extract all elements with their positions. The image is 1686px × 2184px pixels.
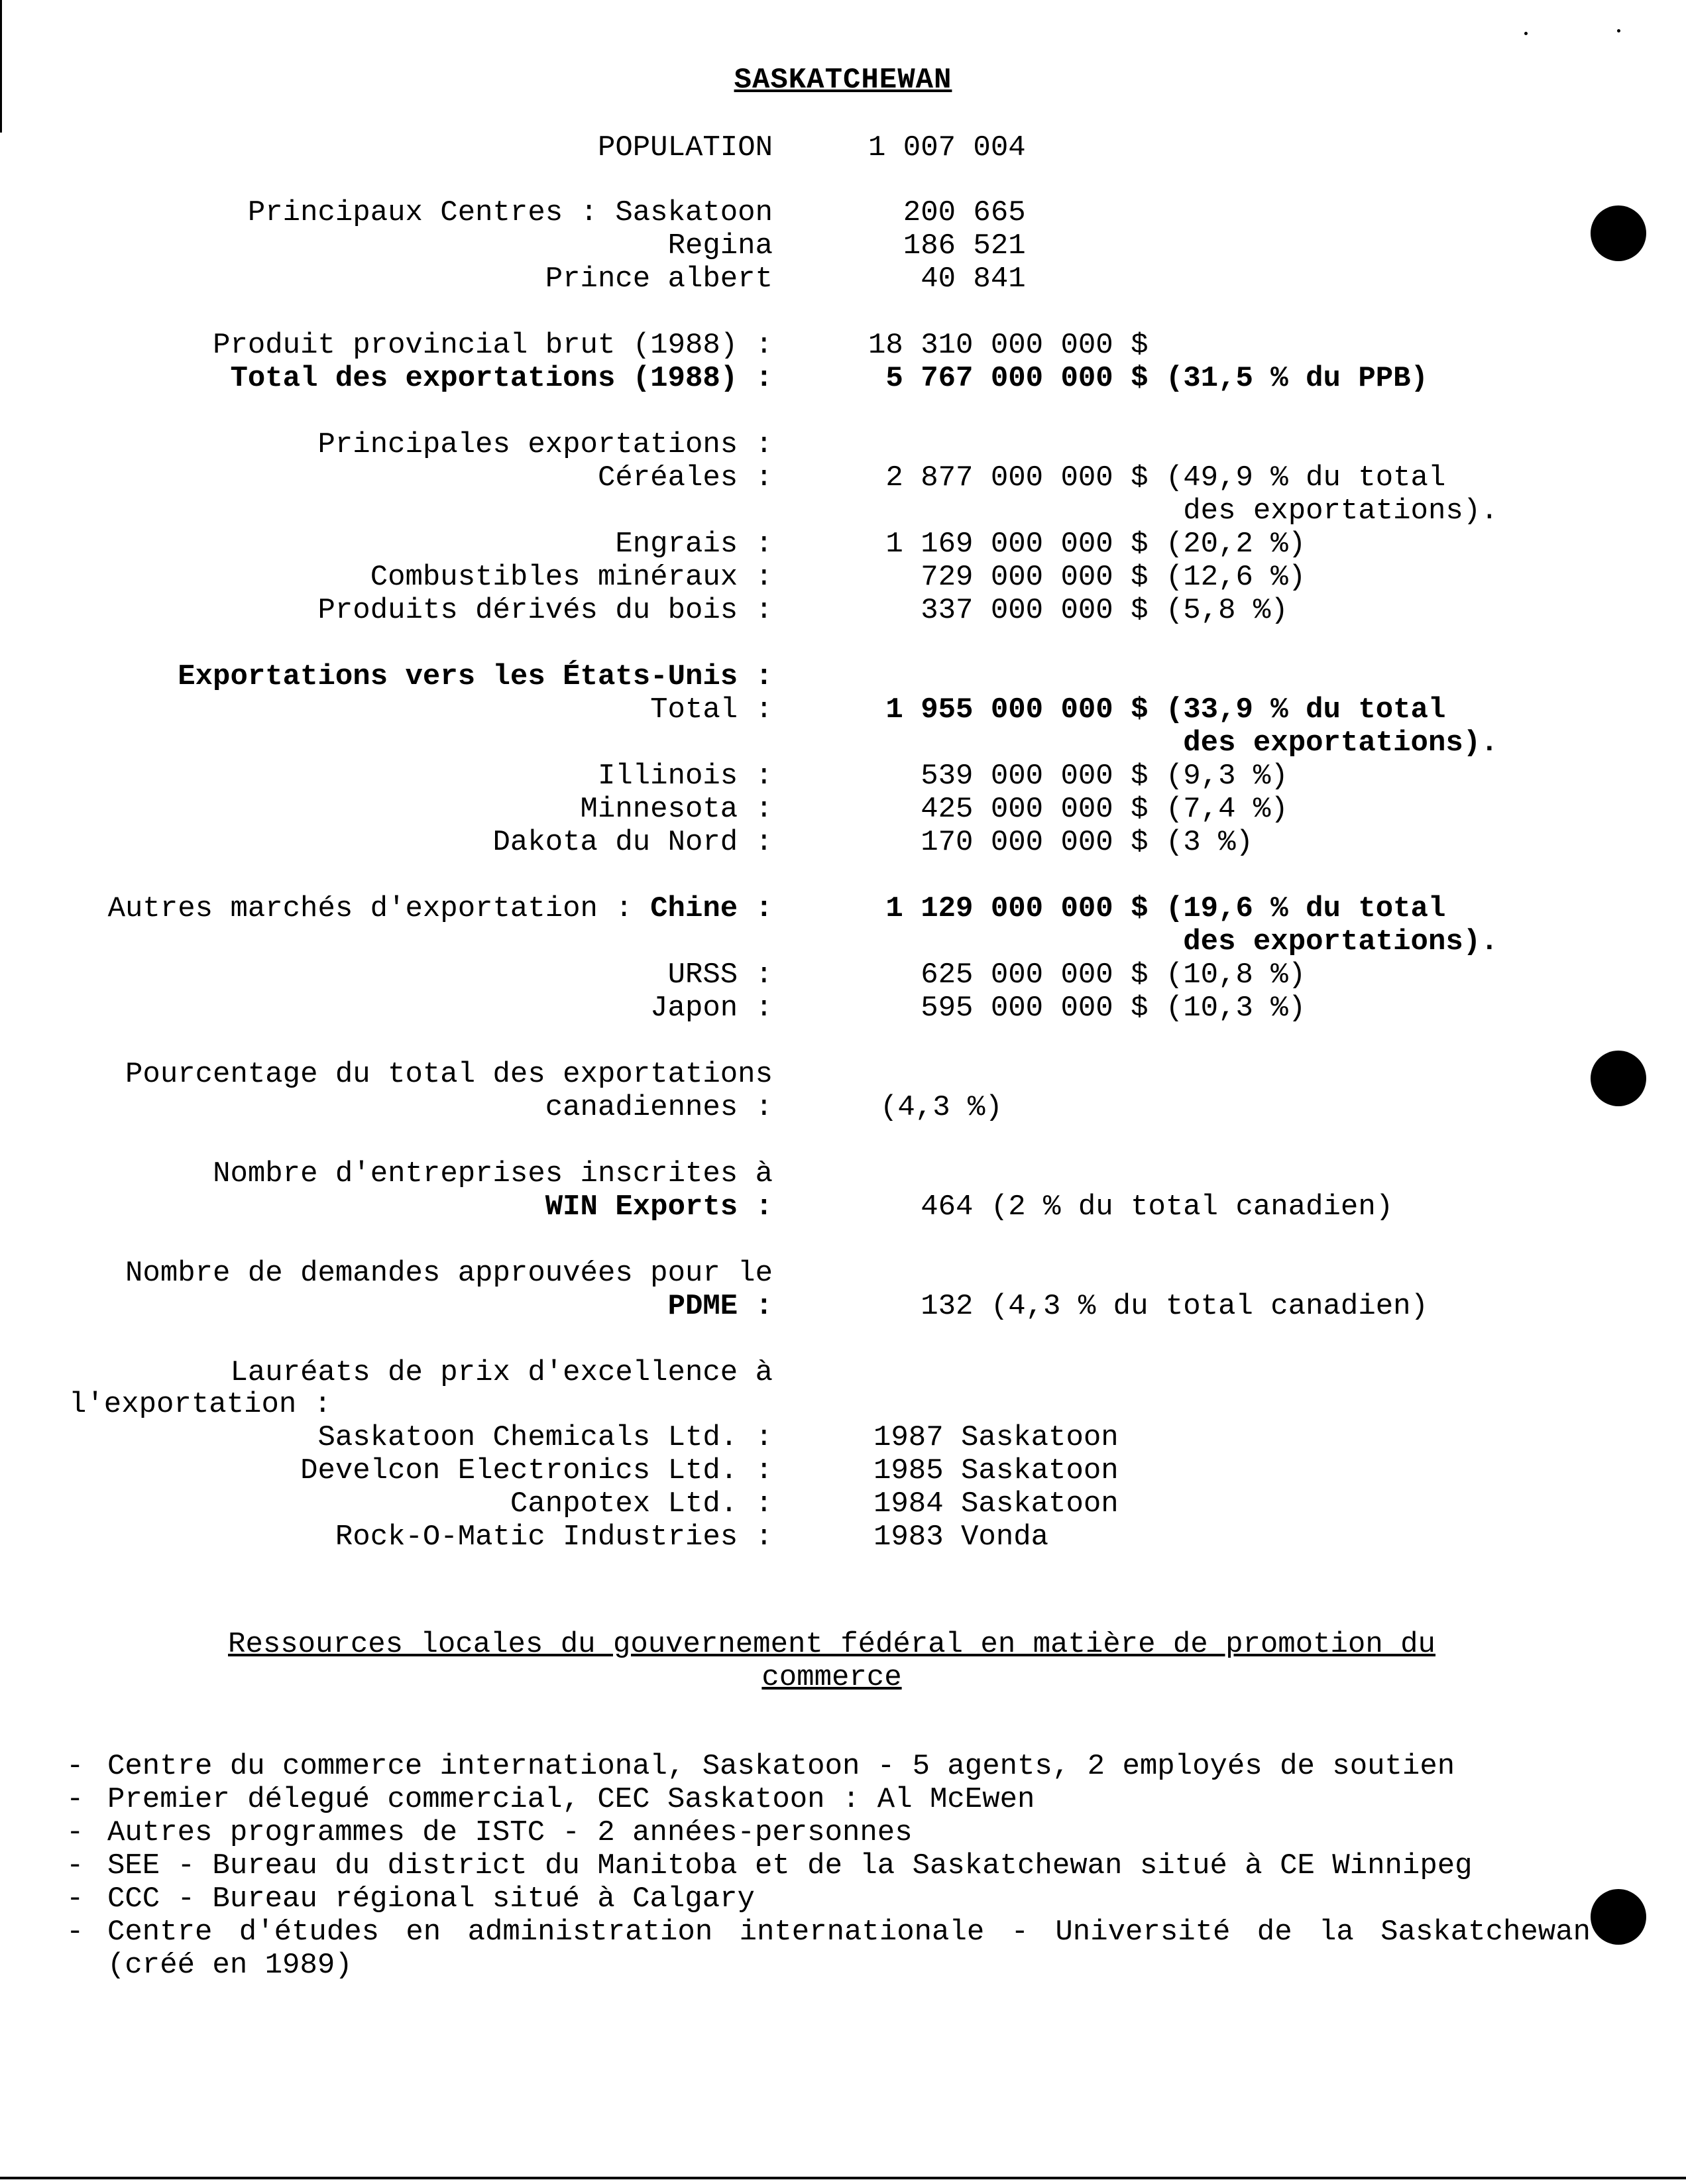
china-label: Chine : [650, 892, 773, 925]
resources-list [66, 1750, 1591, 1982]
pdme-label-line1: Nombre de demandes approuvées pour le [125, 1257, 773, 1290]
pct-canadian-value: (4,3 %) [880, 1091, 1003, 1124]
punch-hole-middle [1591, 1051, 1646, 1106]
list-item: - Premier délegué commercial, CEC Saskatoon : Al McEwen [66, 1783, 1591, 1816]
award-year-city: 1983 Vonda [873, 1521, 1049, 1554]
centre-regina-value: 186 521 [868, 229, 1026, 262]
award-year-city: 1987 Saskatoon [873, 1421, 1119, 1454]
award-year-city: 1985 Saskatoon [873, 1454, 1119, 1487]
centre-prince-albert-label: Prince albert [545, 262, 773, 296]
scan-speck [1617, 29, 1620, 32]
total-exports-value: 5 767 000 000 $ (31,5 % du PPB) [868, 362, 1428, 395]
award-year-city: 1984 Saskatoon [873, 1487, 1119, 1521]
win-exports-label: WIN Exports : [545, 1190, 773, 1224]
north-dakota-value: 170 000 000 $ (3 %) [868, 826, 1253, 859]
punch-hole-bottom [1591, 1889, 1646, 1945]
population-value: 1 007 004 [868, 131, 1026, 164]
illinois-label: Illinois : [597, 760, 773, 793]
minnesota-label: Minnesota : [580, 793, 773, 826]
award-company: Develcon Electronics Ltd. : [300, 1454, 773, 1487]
win-exports-label-line1: Nombre d'entreprises inscrites à [213, 1157, 773, 1190]
list-item: - Autres programmes de ISTC - 2 années-personnes [66, 1816, 1591, 1849]
punch-hole-top [1591, 205, 1646, 261]
scan-speck [1524, 32, 1528, 35]
cereals-value: 2 877 000 000 $ (49,9 % du total des exportations). [885, 461, 1498, 528]
north-dakota-label: Dakota du Nord : [492, 826, 773, 859]
pdme-value: 132 (4,3 % du total canadien) [868, 1290, 1428, 1323]
award-company: Rock-O-Matic Industries : [335, 1521, 773, 1554]
japan-value: 595 000 000 $ (10,3 %) [868, 992, 1306, 1025]
list-item: - SEE - Bureau du district du Manitoba et de la Saskatchewan situé à CE Winnipeg [66, 1849, 1591, 1882]
centre-regina-label: Regina [667, 229, 773, 262]
total-exports-label: Total des exportations (1988) : [230, 362, 773, 395]
awards-heading-line1: Lauréats de prix d'excellence à [230, 1356, 773, 1389]
resources-section-title: Ressources locales du gouvernement fédéral en matière de promotion du commerce [228, 1628, 1435, 1694]
ppb-label: Produit provincial brut (1988) : [213, 329, 773, 362]
award-company: Canpotex Ltd. : [510, 1487, 773, 1521]
pct-canadian-label: canadiennes : [545, 1091, 773, 1124]
mineral-fuels-value: 729 000 000 $ (12,6 %) [868, 561, 1306, 594]
centre-prince-albert-value: 40 841 [868, 262, 1026, 296]
ussr-label: URSS : [667, 958, 773, 992]
awards-heading-line2: l'exportation : [69, 1388, 332, 1421]
centre-saskatoon-value: 200 665 [868, 196, 1026, 229]
illinois-value: 539 000 000 $ (9,3 %) [868, 760, 1288, 793]
us-total-value: 1 955 000 000 $ (33,9 % du total des exportations). [885, 693, 1498, 760]
award-company: Saskatoon Chemicals Ltd. : [317, 1421, 773, 1454]
page-title: SASKATCHEWAN [734, 64, 952, 97]
us-exports-label: Exportations vers les États-Unis : [178, 660, 773, 693]
china-value: 1 129 000 000 $ (19,6 % du total des exportations). [885, 892, 1498, 958]
mineral-fuels-label: Combustibles minéraux : [370, 561, 773, 594]
list-item: - CCC - Bureau régional situé à Calgary [66, 1882, 1591, 1916]
ussr-value: 625 000 000 $ (10,8 %) [868, 958, 1306, 992]
list-item: - Centre d'études en administration internationale - Université de la Saskatchewan (créé en 1989) [66, 1916, 1591, 1982]
principal-exports-label: Principales exportations : [317, 428, 773, 461]
win-exports-value: 464 (2 % du total canadien) [868, 1190, 1394, 1224]
centre-saskatoon-label: Principaux Centres : Saskatoon [247, 196, 773, 229]
wood-products-value: 337 000 000 $ (5,8 %) [868, 594, 1288, 627]
population-label: POPULATION [597, 131, 773, 164]
other-markets-prefix: Autres marchés d'exportation : [107, 892, 651, 925]
fertilizer-value: 1 169 000 000 $ (20,2 %) [868, 528, 1306, 561]
minnesota-value: 425 000 000 $ (7,4 %) [868, 793, 1288, 826]
pct-canadian-label-line1: Pourcentage du total des exportations [125, 1058, 773, 1091]
cereals-label: Céréales : [597, 461, 773, 494]
bottom-rule [0, 2177, 1686, 2179]
fertilizer-label: Engrais : [615, 528, 773, 561]
list-item: - Centre du commerce international, Saskatoon - 5 agents, 2 employés de soutien [66, 1750, 1591, 1783]
ppb-value: 18 310 000 000 $ [868, 329, 1149, 362]
us-total-label: Total : [650, 693, 773, 726]
wood-products-label: Produits dérivés du bois : [317, 594, 773, 627]
other-markets-label [108, 892, 773, 925]
japan-label: Japon : [650, 992, 773, 1025]
pdme-label: PDME : [667, 1290, 773, 1323]
